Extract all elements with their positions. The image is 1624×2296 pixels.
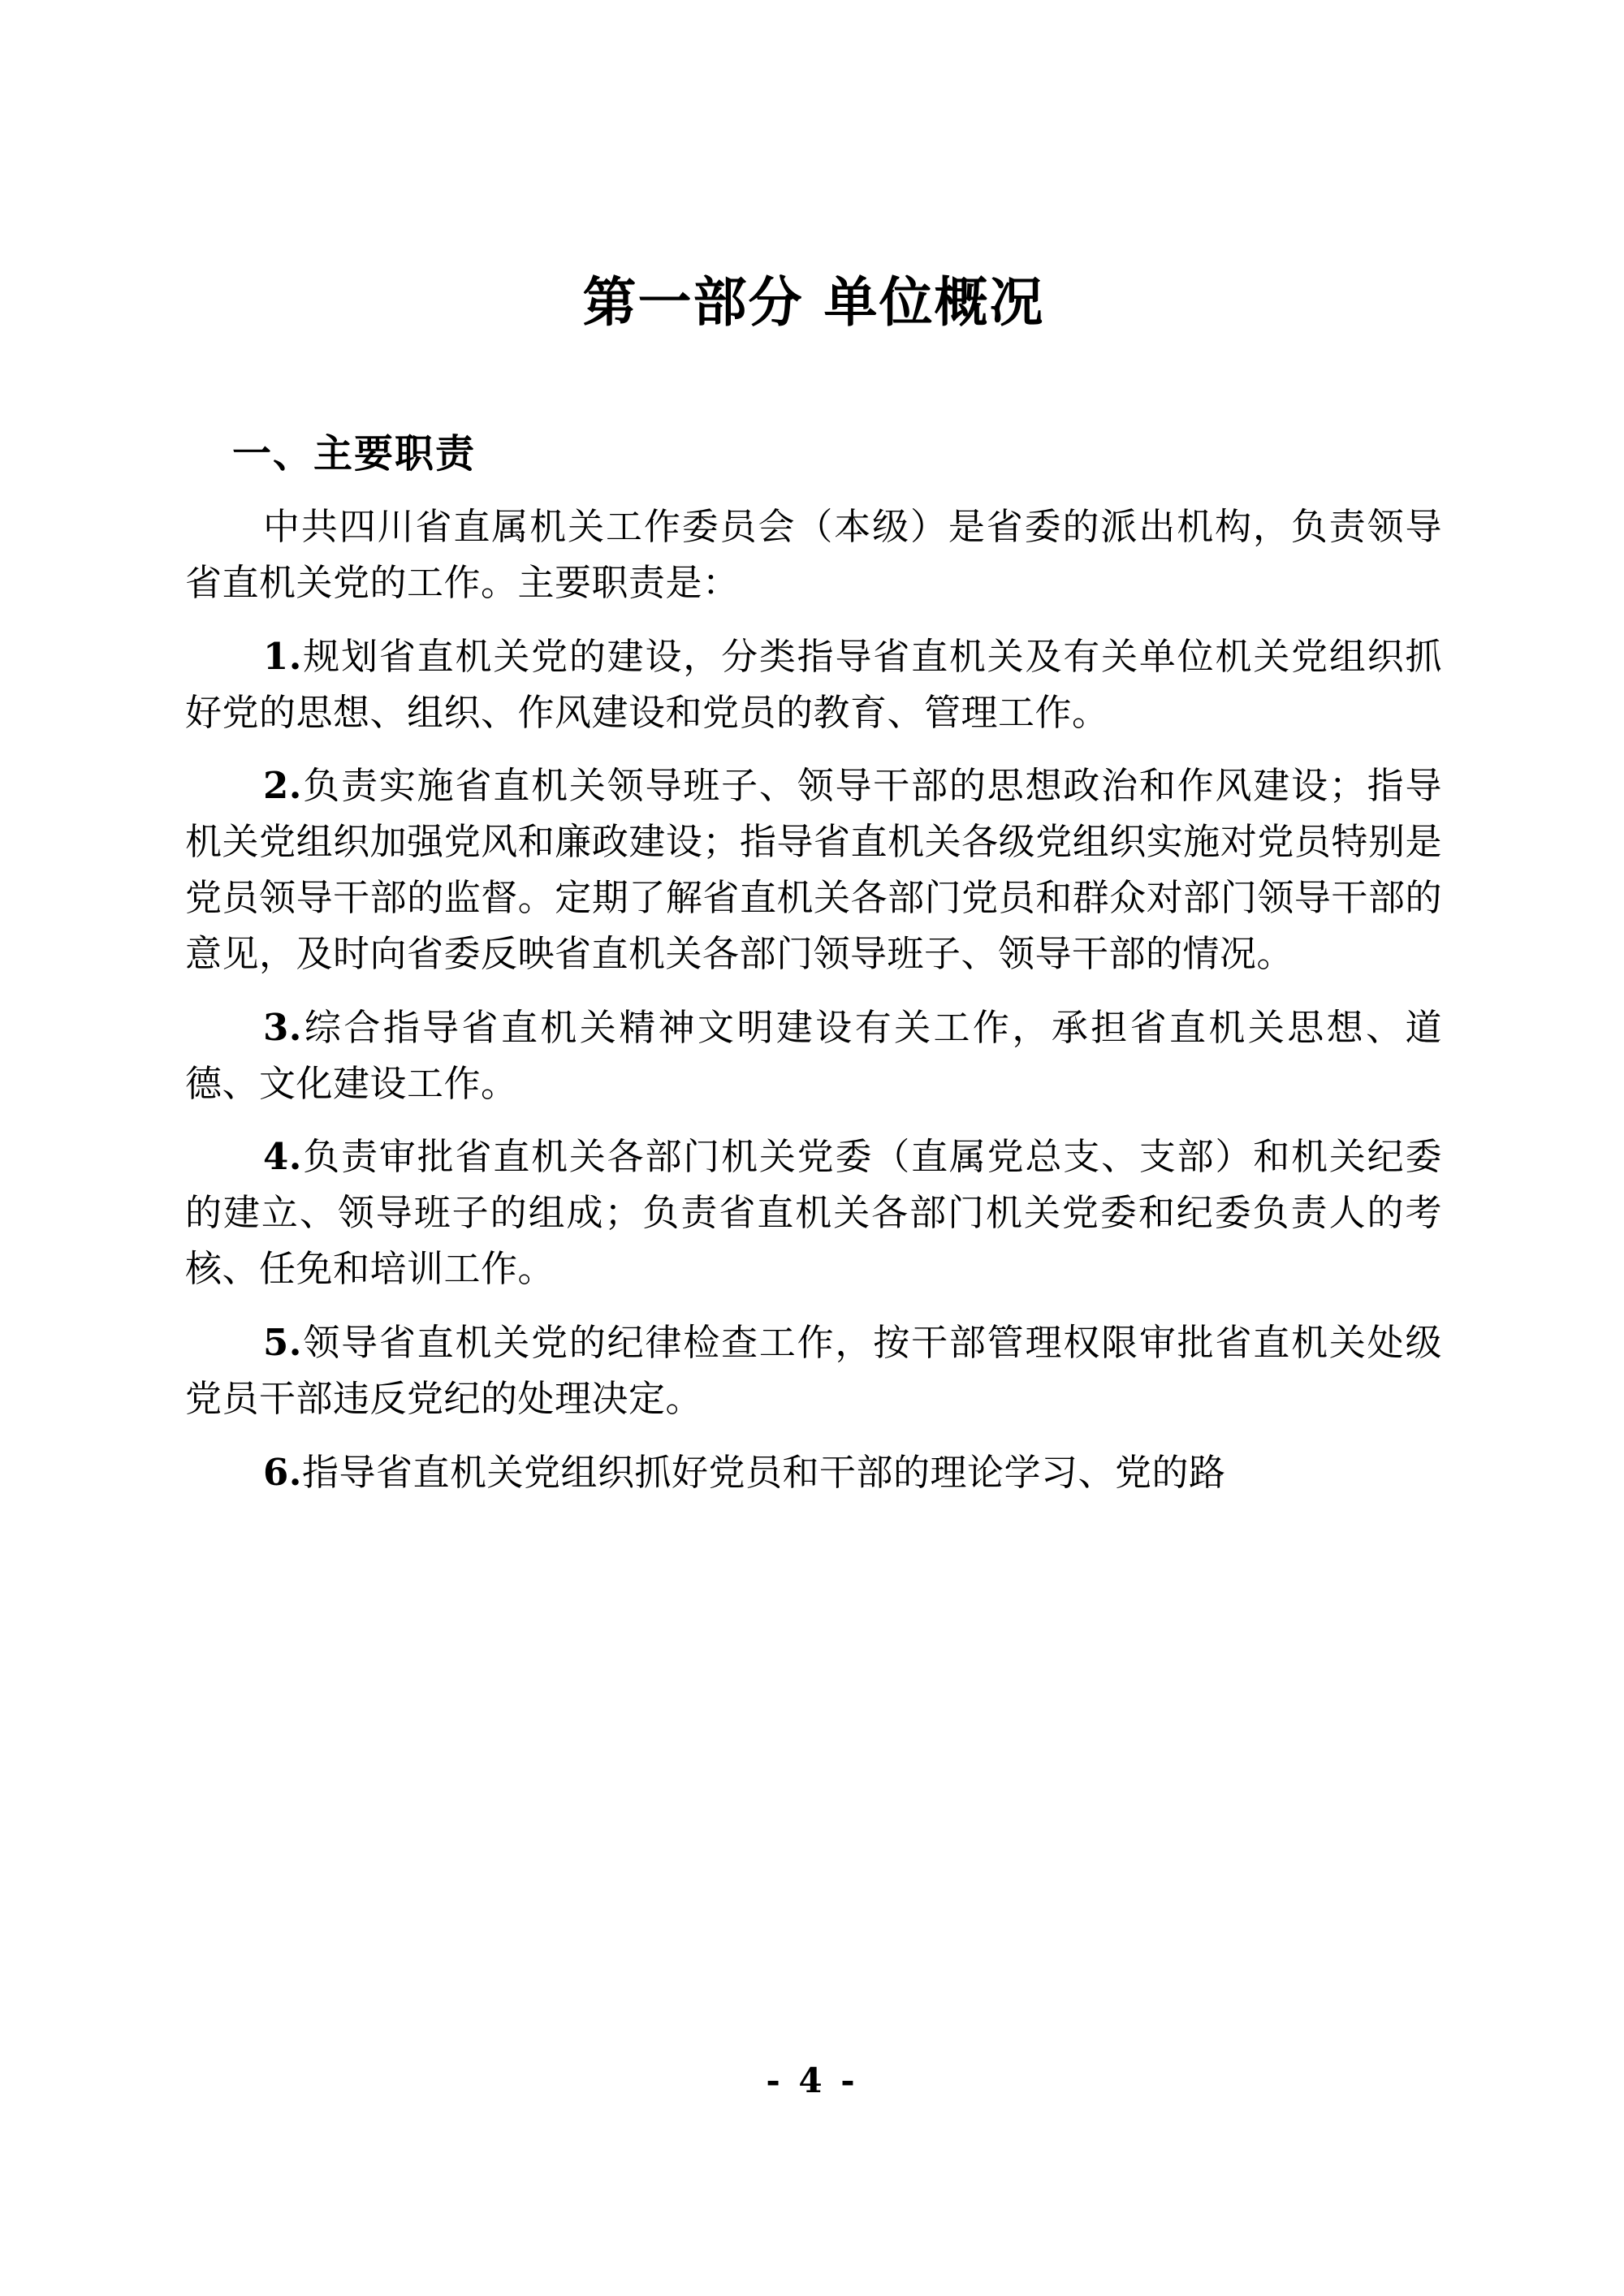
paragraph-item-6	[185, 1445, 1442, 1501]
paragraph-number: 6.	[263, 1450, 302, 1494]
paragraph-number: 4.	[263, 1135, 302, 1179]
paragraph-item-4	[185, 1129, 1442, 1297]
paragraph-text: 中共四川省直属机关工作委员会（本级）是省委的派出机构，负责领导省直机关党的工作。主要职责是：	[185, 504, 1442, 604]
page-content	[185, 268, 1442, 1500]
paragraph-number: 5.	[263, 1320, 302, 1364]
paragraph-text: 负责审批省直机关各部门机关党委（直属党总支、支部）和机关纪委的建立、领导班子的组成；负责省直机关各部门机关党委和纪委负责人的考核、任免和培训工作。	[185, 1135, 1442, 1291]
paragraph-item-3	[185, 1000, 1442, 1112]
paragraph-number: 3.	[263, 1005, 302, 1049]
paragraph-text: 领导省直机关党的纪律检查工作，按干部管理权限审批省直机关处级党员干部违反党纪的处理决定。	[185, 1320, 1442, 1420]
paragraph-item-5	[185, 1315, 1442, 1427]
page-title: 第一部分 单位概况	[582, 271, 1045, 334]
paragraph-item-1	[185, 629, 1442, 741]
paragraph-intro	[185, 499, 1442, 611]
paragraph-text: 综合指导省直机关精神文明建设有关工作，承担省直机关思想、道德、文化建设工作。	[185, 1005, 1442, 1105]
paragraph-text: 负责实施省直机关领导班子、领导干部的思想政治和作风建设；指导机关党组织加强党风和廉政建设；指导省直机关各级党组织实施对党员特别是党员领导干部的监督。定期了解省直机关各部门党员和群众对部门领导干部的意见，及时向省委反映省直机关各部门领导班子、领导干部的情况。	[185, 764, 1442, 975]
section-heading-main-duties: 一、主要职责	[232, 430, 477, 477]
paragraph-item-2	[185, 758, 1442, 982]
paragraph-number: 1.	[263, 634, 302, 678]
page-number: - 4 -	[766, 2061, 858, 2100]
paragraph-number: 2.	[263, 764, 302, 808]
paragraph-text: 规划省直机关党的建设，分类指导省直机关及有关单位机关党组织抓好党的思想、组织、作风建设和党员的教育、管理工作。	[185, 634, 1442, 734]
paragraph-text: 指导省直机关党组织抓好党员和干部的理论学习、党的路	[301, 1450, 1226, 1494]
